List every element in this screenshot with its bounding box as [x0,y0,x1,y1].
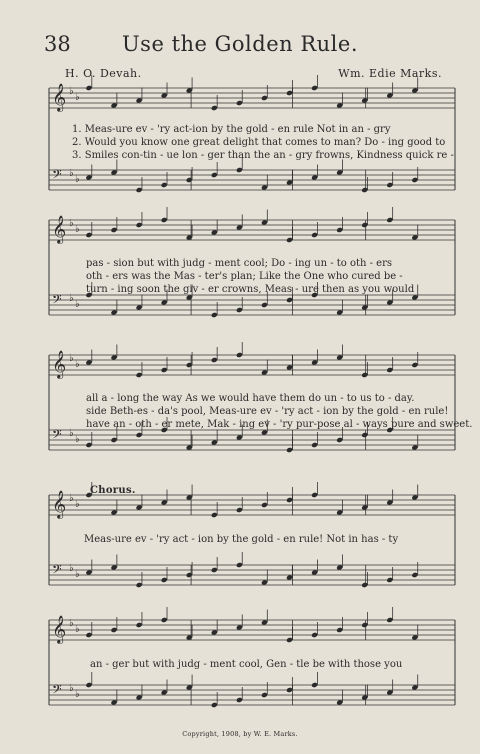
treble-staff [49,607,455,644]
svg-text:♭: ♭ [69,563,74,574]
bass-staff [49,672,455,708]
chorus-line-2: an - ger but with judg - ment cool, Gen - tle be with those you [90,659,403,670]
svg-text:♭: ♭ [69,293,74,304]
svg-text:♭: ♭ [75,689,80,700]
svg-text:♭: ♭ [75,92,80,103]
svg-text:♭: ♭ [75,569,80,580]
page-number: 38 [44,32,71,56]
svg-text:𝄢: 𝄢 [52,167,62,185]
svg-text:𝄞: 𝄞 [52,83,67,111]
copyright-notice: Copyright, 1908, by W. E. Marks. [182,730,298,738]
svg-text:𝄞: 𝄞 [52,490,67,518]
verse-3-line-1: 3. Smiles con-tin - ue lon - ger than the an - gry frowns, Kindness quick re - [72,150,454,161]
verse-3-line-3: have an - oth - er mete, Mak - ing ev - 'ry pur-pose al - ways pure and sweet. [86,419,473,430]
lyricist: H. O. Devah. [65,67,142,80]
verse-2-line-3: side Beth-es - da's pool, Meas-ure ev - 'ry act - ion by the gold - en rule! [86,406,449,417]
svg-text:𝄢: 𝄢 [52,682,62,700]
verse-3-line-2: turn - ing soon the giv - er crowns, Meas - ure then as you would [86,284,415,295]
svg-text:♭: ♭ [69,86,74,97]
verse-1-line-3: all a - long the way As we would have them do un - to us to - day. [86,393,415,404]
svg-text:𝄞: 𝄞 [52,350,67,378]
verse-1-line-1: 1. Meas-ure ev - 'ry act-ion by the gold - en rule Not in an - gry [72,124,391,135]
svg-text:♭: ♭ [69,218,74,229]
svg-text:♭: ♭ [69,618,74,629]
svg-text:♭: ♭ [75,299,80,310]
verse-2-line-2: oth - ers was the Mas - ter's plan; Like the One who cured be - [86,271,403,282]
svg-text:♭: ♭ [75,499,80,510]
svg-text:♭: ♭ [75,359,80,370]
verse-1-line-2: pas - sion but with judg - ment cool; Do - ing un - to oth - ers [86,258,393,269]
composer: Wm. Edie Marks. [338,67,442,80]
svg-text:♭: ♭ [69,353,74,364]
chorus-line-1: Meas-ure ev - 'ry act - ion by the gold - en rule! Not in has - ty [84,534,399,545]
svg-text:♭: ♭ [75,174,80,185]
svg-text:♭: ♭ [69,168,74,179]
svg-text:♭: ♭ [69,683,74,694]
verse-2-line-1: 2. Would you know one great delight that comes to man? Do - ing good to [72,137,446,148]
svg-text:♭: ♭ [75,434,80,445]
svg-text:♭: ♭ [75,624,80,635]
svg-text:♭: ♭ [69,428,74,439]
hymn-title: Use the Golden Rule. [121,32,358,56]
svg-text:𝄞: 𝄞 [52,215,67,243]
svg-text:𝄢: 𝄢 [52,562,62,580]
treble-staff [49,75,455,112]
svg-text:𝄢: 𝄢 [52,427,62,445]
svg-text:♭: ♭ [69,493,74,504]
treble-staff [49,207,455,244]
chorus-label: Chorus. [90,485,136,496]
treble-staff [49,342,455,379]
svg-text:𝄢: 𝄢 [52,292,62,310]
svg-text:𝄞: 𝄞 [52,615,67,643]
svg-text:♭: ♭ [75,224,80,235]
bass-staff [49,552,455,588]
